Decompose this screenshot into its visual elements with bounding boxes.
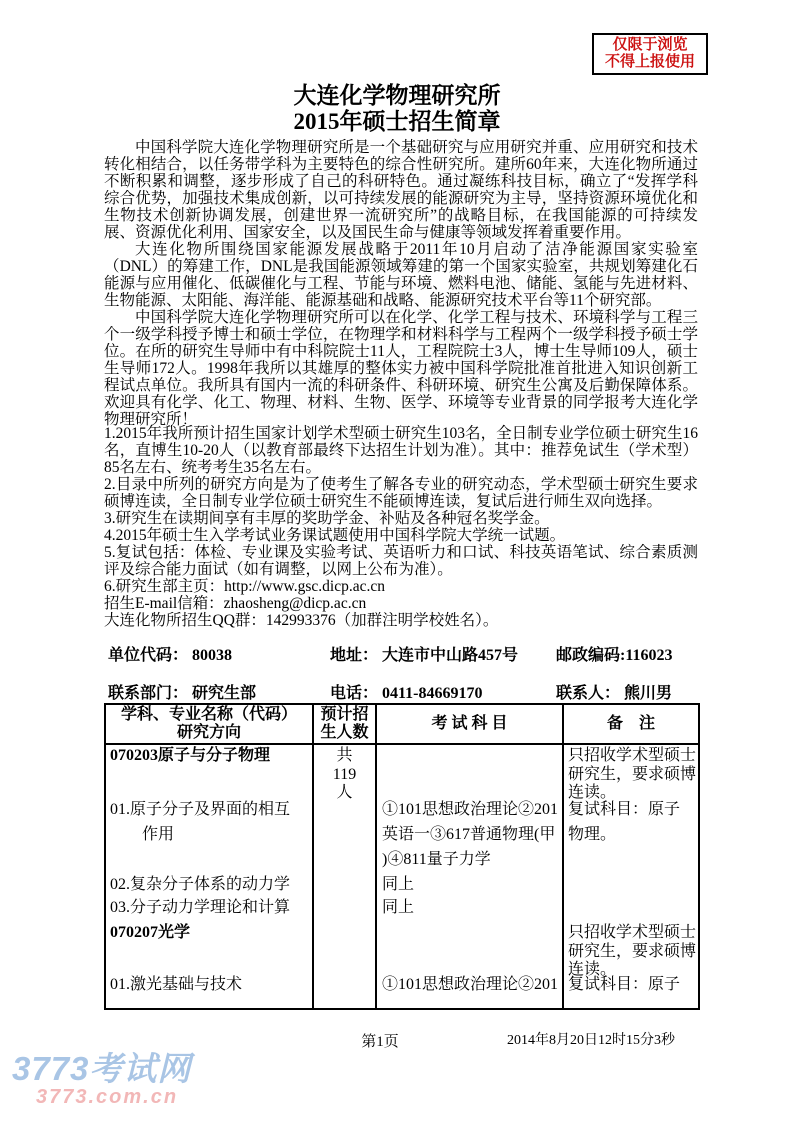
print-timestamp: 2014年8月20日12时15分3秒 [507,1033,675,1048]
contact-row-1 [108,642,698,665]
retest2-line1: 复试科目：原子 [568,976,681,993]
header-exam-label: 考 试 科 目 [431,715,508,732]
direction-01-line2: 作用 [142,826,175,843]
header-quota-line1: 预计招 [320,706,369,723]
note-item-6-homepage: 6.研究生部主页：http://www.gsc.dicp.ac.cn [104,578,385,595]
table-divider-3 [562,705,564,1008]
header-quota-line2: 生人数 [320,724,369,741]
department: 联系部门： 研究生部 [108,685,257,702]
header-major-column [106,705,312,743]
unit-code: 单位代码： 80038 [108,647,233,664]
note-item-1: 1.2015年我所预计招生国家计划学术型硕士研究生103名，全日制专业学位硕士研究生16名，直博生10-20人（以教育部最终下达招生计划为准）。其中：推荐免试生（学术型）85名左右、统考考生35名左右。 [104,425,698,476]
notes-list [104,425,698,629]
remark2-line3: 连读。 [568,961,617,978]
exam1-line1: ①101思想政治理论②201 [382,801,559,818]
stamp-line1: 仅限于浏览 [612,37,688,53]
header-remark-label: 备 注 [606,715,655,732]
contact-row-2 [108,680,698,703]
title-institute: 大连化学物理研究所 [293,83,501,108]
direction-laser: 01.激光基础与技术 [110,976,243,993]
remark1-line2: 研究生，要求硕博 [568,766,697,783]
page-title [0,83,794,135]
direction-01-line1: 01.原子分子及界面的相互 [110,801,291,818]
note-item-3: 3.研究生在读期间享有丰厚的奖助学金、补贴及各种冠名奖学金。 [104,510,550,527]
watermark-site-name: 3773考试网 [12,1050,192,1087]
postcode: 邮政编码:116023 [556,647,673,664]
quota-line3: 人 [336,784,353,801]
watermark-site-domain: 3773.com.cn [36,1086,179,1108]
table-header-row [106,705,698,745]
exam-same-1: 同上 [382,876,415,893]
note-item-5: 5.复试包括：体检、专业课及实验考试、英语听力和口试、科技英语笔试、综合素质测评及综合能力面试（如有调整，以网上公布为准）。 [104,544,698,578]
remark1-line3: 连读。 [568,784,617,801]
note-item-6-qq: 大连化物所招生QQ群：142993376（加群注明学校姓名）。 [104,612,499,629]
browse-only-stamp [592,33,708,75]
note-item-4: 4.2015年硕士生入学考试业务课试题使用中国科学院大学统一试题。 [104,527,566,544]
retest1-line2: 物理。 [568,826,617,843]
direction-02: 02.复杂分子体系的动力学 [110,876,291,893]
remark2-line1: 只招收学术型硕士 [568,924,697,941]
header-quota-column [314,705,375,743]
intro-paragraph-3: 中国科学院大连化学物理研究所可以在化学、化学工程与技术、环境科学与工程三个一级学科授予博士和硕士学位，在物理学和材料科学与工程两个一级学科授予硕士学位。在所的研究生导师中有中科院院士11人，工程院院士3人，博士生导师109人，硕士生导师172人。1998年我所以其雄厚的整体实力被中国科学院批准首批进入知识创新工程试点单位。我所具有国内一流的科研条件、科研环境、研究生公寓及后勤保障体系。欢迎具有化学、化工、物理、材料、生物、医学、环境等专业背景的同学报考大连化学物理研究所！ [104,309,698,428]
watermark-logo [12,1052,191,1108]
page-number: 第1页 [361,1034,399,1050]
stamp-line2: 不得上报使用 [604,54,695,70]
remark2-line2: 研究生，要求硕博 [568,943,697,960]
note-item-6-email: 招生E-mail信箱：zhaosheng@dicp.ac.cn [104,595,367,612]
exam1-line2: 英语一③617普通物理(甲 [382,826,556,843]
note-item-2: 2.目录中所列的研究方向是为了使考生了解各专业的研究动态，学术型硕士研究生要求硕博连读，全日制专业学位硕士研究生不能硕博连读，复试后进行师生双向选择。 [104,476,698,510]
direction-03: 03.分子动力学理论和计算 [110,899,291,916]
title-year: 2015年硕士招生简章 [293,109,501,134]
quota-line2: 119 [332,766,357,783]
admissions-table [104,703,700,1010]
contact-person: 联系人： 熊川男 [556,685,673,702]
header-major-line2: 研究方向 [176,724,241,741]
intro-paragraph-2: 大连化物所围绕国家能源发展战略于2011年10月启动了洁净能源国家实验室（DNL）的筹建工作，DNL是我国能源领域筹建的第一个国家实验室，共规划筹建化石能源与应用催化、低碳催化与工程、节能与环境、燃料电池、储能、氢能与先进材料、生物能源、太阳能、海洋能、能源基础和战略、能源研究技术平台等11个研究部。 [104,241,698,309]
header-exam-column [377,705,562,743]
exam2-line1: ①101思想政治理论②201 [382,976,559,993]
major-070207: 070207光学 [110,924,191,941]
table-divider-2 [375,705,377,1008]
retest1-line1: 复试科目：原子 [568,801,681,818]
intro-section [104,139,698,428]
exam1-line3: )④811量子力学 [382,851,491,868]
major-070203: 070203原子与分子物理 [110,747,271,764]
quota-line1: 共 [336,747,353,764]
header-remark-column [564,705,698,743]
header-major-line1: 学科、专业名称（代码） [120,706,297,723]
phone: 电话： 0411-84669170 [330,685,483,702]
remark1-line1: 只招收学术型硕士 [568,747,697,764]
intro-paragraph-1: 中国科学院大连化学物理研究所是一个基础研究与应用研究并重、应用研究和技术转化相结合，以任务带学科为主要特色的综合性研究所。建所60年来，大连化物所通过不断积累和调整，逐步形成了自己的科研特色。通过凝练科技目标，确立了“发挥学科综合优势，加强技术集成创新，以可持续发展的能源研究为主导，坚持资源环境优化和生物技术创新协调发展，创建世界一流研究所”的战略目标，在我国能源的可持续发展、资源优化利用、国家安全，以及国民生命与健康等领域发挥着重要作用。 [104,139,698,241]
address: 地址： 大连市中山路457号 [330,647,519,664]
exam-same-2: 同上 [382,899,415,916]
